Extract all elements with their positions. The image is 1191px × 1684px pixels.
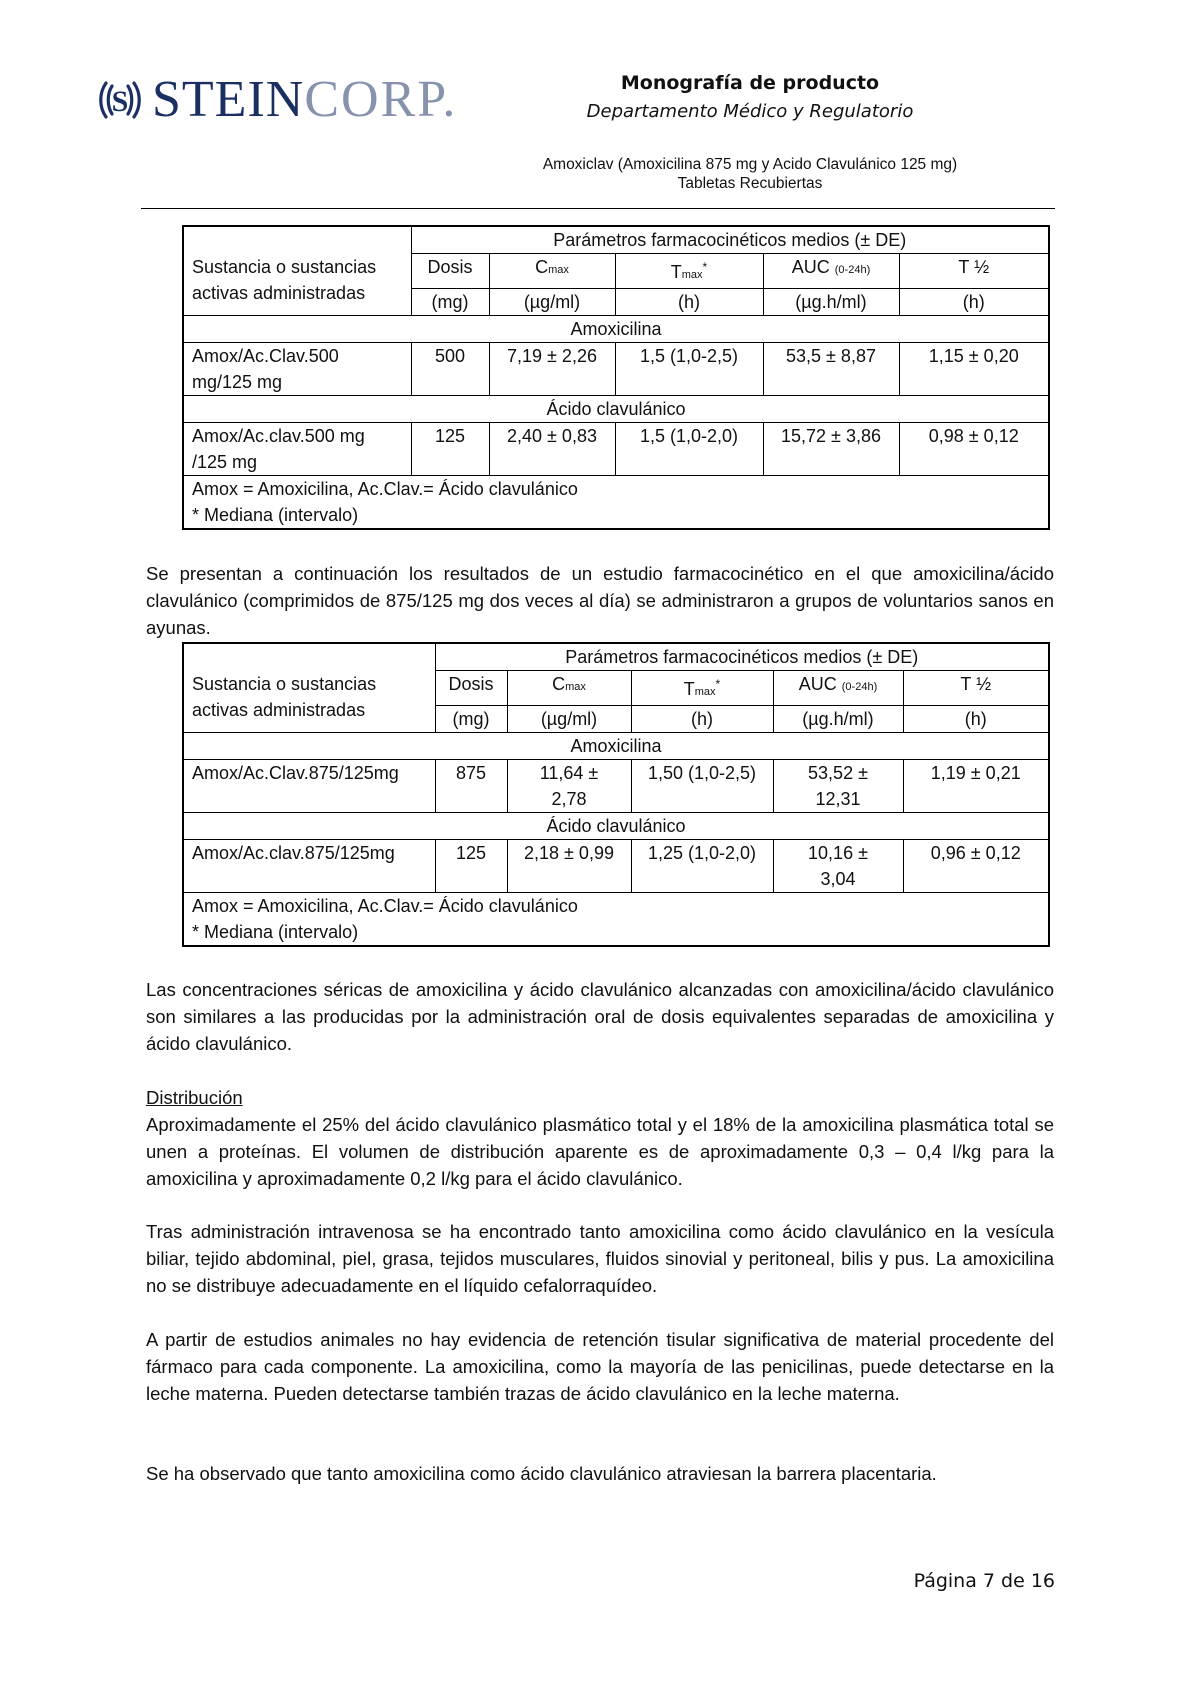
pk-table-500 [182,225,1050,530]
cell-thalf: 0,96 ± 0,12 [903,840,1049,893]
cell-thalf: 1,19 ± 0,21 [903,760,1049,813]
unit-thalf: (h) [899,289,1049,316]
col-cmax: Cmax [507,671,631,706]
col-thalf: T ½ [903,671,1049,706]
group-title: Amoxicilina [183,316,1049,343]
cell-tmax: 1,25 (1,0-2,0) [631,840,773,893]
unit-tmax: (h) [615,289,763,316]
page-number: Página 7 de 16 [913,1570,1055,1592]
distribution-paragraph-3: A partir de estudios animales no hay evidencia de retención tisular significativa de material procedente del fármaco para cada componente. La amoxicilina, como la mayoría de las penicilinas, puede detectarse en la leche materna. Pueden detectarse también trazas de ácido clavulánico en la leche materna. [146,1329,1054,1404]
substance-header: Sustancia o sustancias activas administradas [183,671,435,733]
cell-tmax: 1,50 (1,0-2,5) [631,760,773,813]
distribution-paragraph-4: Se ha observado que tanto amoxicilina como ácido clavulánico atraviesan la barrera placentaria. [146,1463,937,1484]
table-row [183,423,1049,476]
table-row [183,840,1049,893]
logo-wordmark [152,71,458,128]
cell-cmax: 11,64 ± 2,78 [507,760,631,813]
product-line-1: Amoxiclav (Amoxicilina 875 mg y Acido Clavulánico 125 mg) [542,156,958,173]
cell-auc: 10,16 ± 3,04 [773,840,903,893]
cell-cmax: 2,40 ± 0,83 [489,423,615,476]
col-auc: AUC (0-24h) [763,254,899,289]
col-auc: AUC (0-24h) [773,671,903,706]
cell-dose: 125 [435,840,507,893]
col-tmax: Tmax* [631,671,773,706]
distribution-paragraph-2: Tras administración intravenosa se ha encontrado tanto amoxicilina como ácido clavulánico en la vesícula biliar, tejido abdominal, piel, grasa, tejidos musculares, fluidos sinovial y peritoneal, bilis y pus. La amoxicilina no se distribuye adecuadamente en el líquido cefalorraquídeo. [146,1221,1054,1296]
cell-auc: 53,52 ± 12,31 [773,760,903,813]
header-divider [141,208,1055,209]
document-subtitle: Departamento Médico y Regulatorio [586,101,914,122]
table-caption: Parámetros farmacocinéticos medios (± DE) [411,226,1049,254]
col-thalf: T ½ [899,254,1049,289]
svg-text:S: S [111,85,129,118]
cell-cmax: 7,19 ± 2,26 [489,343,615,396]
col-cmax: Cmax [489,254,615,289]
distribution-paragraph-1: Aproximadamente el 25% del ácido clavulánico plasmático total y el 18% de la amoxicilina plasmática total se unen a proteínas. El volumen de distribución aparente es de aproximadamente 0,3 – 0,4 l/kg para la amoxicilina y aproximadamente 0,2 l/kg para el ácido clavulánico. [146,1114,1054,1189]
document-title: Monografía de producto [620,72,880,94]
unit-cmax: (µg/ml) [507,706,631,733]
cell-auc: 53,5 ± 8,87 [763,343,899,396]
group-title: Amoxicilina [183,733,1049,760]
unit-tmax: (h) [631,706,773,733]
product-line-2: Tabletas Recubiertas [677,175,823,192]
group-title: Ácido clavulánico [183,396,1049,423]
table-footnote: Amox = Amoxicilina, Ac.Clav.= Ácido clavulánico * Mediana (intervalo) [183,476,1049,530]
col-tmax: Tmax* [615,254,763,289]
cell-dose: 875 [435,760,507,813]
cell-tmax: 1,5 (1,0-2,0) [615,423,763,476]
stein-emblem-icon [96,77,144,123]
row-label: Amox/Ac.Clav.500 mg/125 mg [183,343,411,396]
substance-header: Sustancia o sustancias activas administradas [183,254,411,316]
unit-auc: (µg.h/ml) [773,706,903,733]
cell-thalf: 1,15 ± 0,20 [899,343,1049,396]
cell-dose: 125 [411,423,489,476]
company-logo [96,72,457,128]
group-title: Ácido clavulánico [183,813,1049,840]
table-caption: Parámetros farmacocinéticos medios (± DE) [435,643,1049,671]
serum-paragraph: Las concentraciones séricas de amoxicilina y ácido clavulánico alcanzadas con amoxicilina/ácido clavulánico son similares a las producidas por la administración oral de dosis equivalentes separadas de amoxicilina y ácido clavulánico. [146,979,1054,1054]
row-label: Amox/Ac.Clav.875/125mg [183,760,435,813]
intro-paragraph: Se presentan a continuación los resultados de un estudio farmacocinético en el que amoxicilina/ácido clavulánico (comprimidos de 875/125 mg dos veces al día) se administraron a grupos de voluntarios sanos en ayunas. [146,563,1054,638]
cell-tmax: 1,5 (1,0-2,5) [615,343,763,396]
unit-dose: (mg) [411,289,489,316]
table-row [183,343,1049,396]
logo-bold: STEIN [152,71,305,128]
unit-dose: (mg) [435,706,507,733]
section-heading-distribucion: Distribución [146,1087,243,1108]
cell-thalf: 0,98 ± 0,12 [899,423,1049,476]
cell-cmax: 2,18 ± 0,99 [507,840,631,893]
table-footnote: Amox = Amoxicilina, Ac.Clav.= Ácido clavulánico * Mediana (intervalo) [183,893,1049,947]
pk-table-875 [182,642,1050,947]
col-dose: Dosis [435,671,507,706]
col-dose: Dosis [411,254,489,289]
product-name [460,155,1040,193]
logo-light: CORP. [304,71,458,128]
unit-thalf: (h) [903,706,1049,733]
unit-auc: (µg.h/ml) [763,289,899,316]
row-label: Amox/Ac.clav.875/125mg [183,840,435,893]
cell-dose: 500 [411,343,489,396]
row-label: Amox/Ac.clav.500 mg /125 mg [183,423,411,476]
unit-cmax: (µg/ml) [489,289,615,316]
table-row [183,760,1049,813]
cell-auc: 15,72 ± 3,86 [763,423,899,476]
